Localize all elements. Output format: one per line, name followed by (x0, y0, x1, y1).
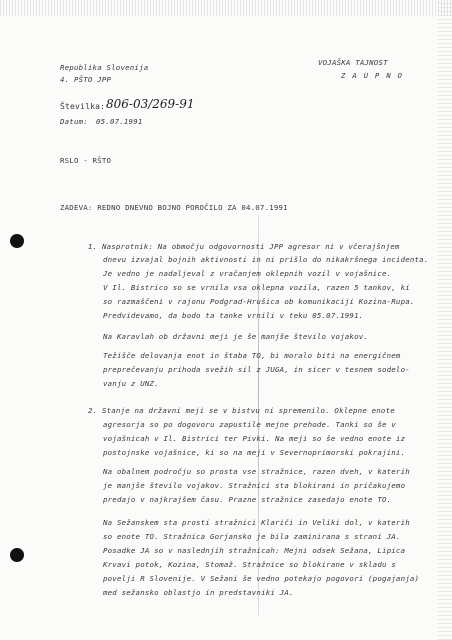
section2-line: Na obalnem področju so prosta vse stražnice, razen dveh, v katerih (103, 467, 410, 476)
section1-line: so razmaščeni v rajonu Podgrad-Hrušica ob komunikaciji Kozina-Rupa. (103, 297, 415, 306)
section2-line: agresorja so po dogovoru zapustile mejne prehode. Tanki so še v (103, 420, 396, 429)
section1-line: Težišče delovanja enot in štaba TO, bi moralo biti na energičnem (103, 351, 401, 360)
section2-line: povelji R Slovenije. V Sežani še vedno potekajo pogovori (pogajanja) (103, 574, 420, 583)
section1-line: preprečevanju prihoda svežih sil z JUGA, in sicer v tesnem sodelo- (103, 365, 410, 374)
section2-line: je manjše število vojakov. Stražnici sta blokirani in pričakujemo (103, 481, 406, 490)
section2-line: Na Sežanskem sta prosti stražnici Klariči in Veliki dol, v katerih (103, 518, 410, 527)
reference-date-label: Datum: (60, 117, 88, 126)
classification-confidential: Z A U P N O (341, 71, 404, 80)
scan-edge-top (0, 0, 452, 16)
section1-line: Na Karavlah ob državni meji je še manjše število vojakov. (103, 332, 369, 341)
scan-edge-right (438, 0, 452, 640)
section2-line: 2. Stanje na državni meji se v bistvu ni spremenilo. Oklepne enote (88, 406, 395, 415)
section2-line: Posadke JA so v naslednjih stražnicah: Mejni odsek Sežana, Lipica (103, 546, 406, 555)
section2-line: predajo v najkrajšem času. Prazne stražnice zasedajo enote TO. (103, 495, 392, 504)
section2-line: postojnske vojašnice, ki so na meji v Severnoprimorski pokrajini. (103, 448, 406, 457)
reference-number-handwritten: 806-03/269-91 (106, 97, 195, 111)
section1-line: dnevu izvajal bojnih aktivnosti in ni prišlo do nikakršnega incidenta. (103, 255, 429, 264)
section2-line: so enote TO. Stražnica Gorjansko je bila zaminirana s strani JA. (103, 532, 401, 541)
section2-line: vojašnicah v Il. Bistrici ter Pivki. Na meji so še vedno enote iz (103, 434, 406, 443)
section1-line: vanju z UNZ. (103, 379, 159, 388)
reference-number-label: Številka: (60, 102, 106, 111)
section1-line: V Il. Bistrico so se vrnila vsa oklepna vozila, razen 5 tankov, ki (103, 283, 410, 292)
classification-secret: VOJAŠKA TAJNOST (318, 58, 388, 67)
subject-line: ZADEVA: REDNO DNEVNO BOJNO POROČILO ZA 04.07.1991 (60, 203, 288, 212)
recipient: RSLO - RŠTO (60, 156, 112, 165)
punch-hole-top (10, 234, 24, 248)
section1-line: 1. Nasprotnik: Na območju odgovornosti JPP agresor ni v včerajšnjem (88, 242, 400, 251)
section1-line: Predvidevamo, da bodo ta tanke vrnili v teku 05.07.1991. (103, 311, 364, 320)
section2-line: med sežansko oblastjo in predstavniki JA. (103, 588, 294, 597)
section1-line: Je vedno je nadaljeval z vračanjem oklepnih vozil v vojašnice. (103, 269, 392, 278)
reference-date-value: 05.07.1991 (96, 117, 143, 126)
header-unit: 4. PŠTO JPP (60, 75, 112, 84)
punch-hole-bottom (10, 548, 24, 562)
header-country: Republika Slovenija (60, 63, 149, 72)
section2-line: Krvavi potok, Kozina, Stomaž. Stražnice so blokirane v skladu s (103, 560, 396, 569)
